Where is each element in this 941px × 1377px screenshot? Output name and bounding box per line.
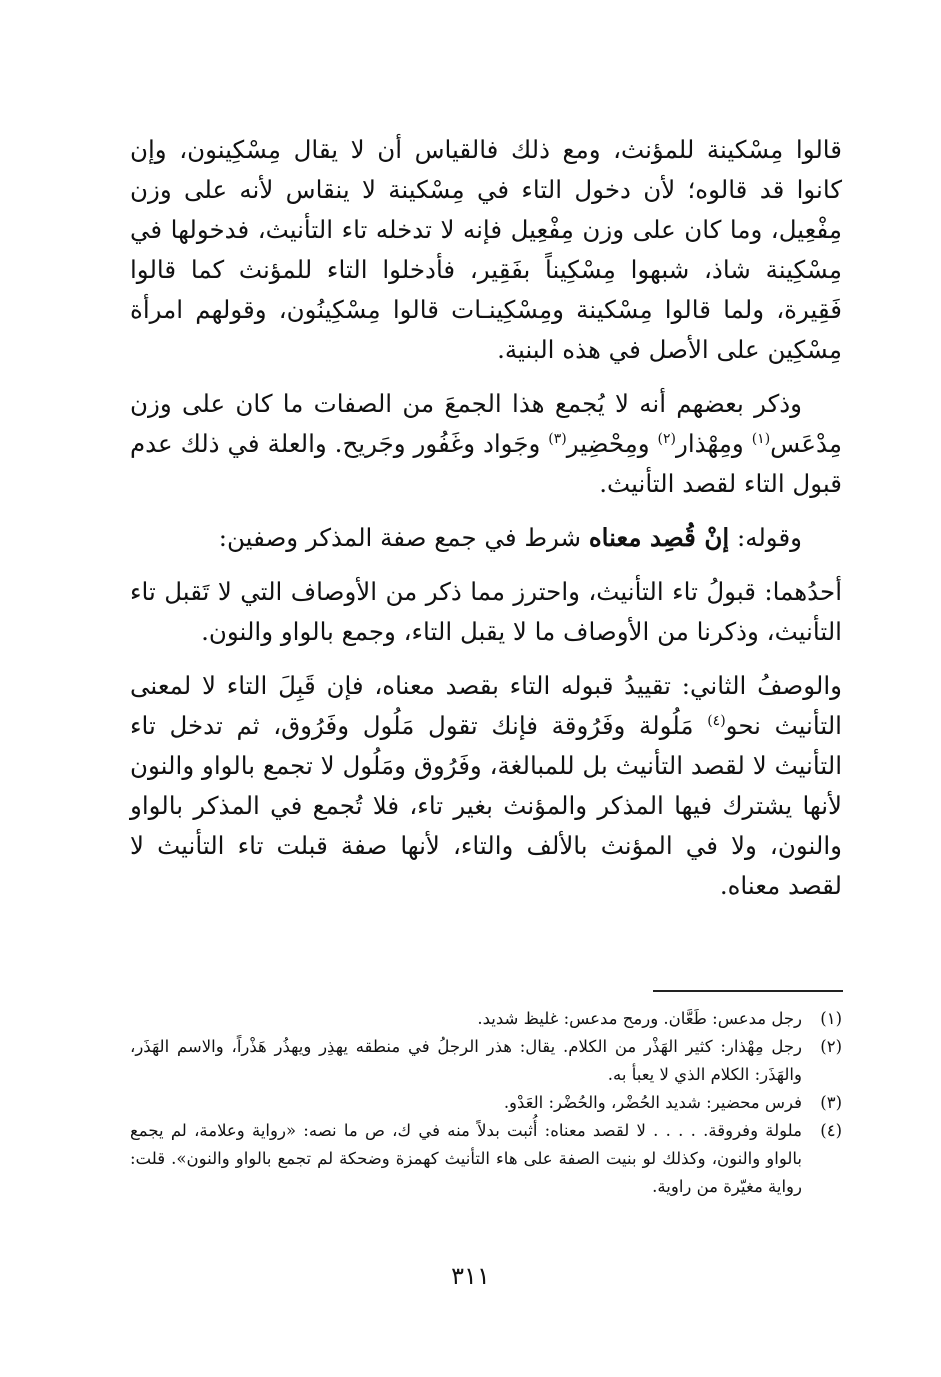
paragraph-3-quote: إنْ قُصِد معناه: [588, 523, 730, 552]
footnote-2-text: رجل مِهْذار: كثير الهَذْر من الكلام. يقال: هذر الرجلُ في منطقه يهذِر ويهذُر هَذْراً، والاسم الهَذَر، والهَذَر: الكلام الذي لا يعبأ به.: [130, 1037, 802, 1084]
paragraph-5-text-a: والوصفُ الثاني: تقييدُ قبوله التاء بقصد معناه، فإن قَبِلَ التاء لا لمعنى التأنيث نحو: [130, 671, 842, 740]
footnote-ref-3: (٣): [548, 430, 567, 447]
paragraph-2-text-d: وجَواد وغَفُور وجَريح. والعلة في ذلك عدم قبول التاء لقصد التأنيث.: [130, 429, 842, 498]
paragraph-3-lead: وقوله:: [729, 523, 802, 552]
footnote-2-number: (٢): [820, 1037, 842, 1056]
paragraph-3-rest: شرط في جمع صفة المذكر وصفين:: [218, 523, 589, 552]
paragraph-3: [130, 518, 842, 558]
footnote-ref-1: (١): [751, 430, 771, 447]
footnote-4-text: ملولة وفروقة. . . . . لا لقصد معناه: أُثبت بدلاً منه في ك، ص ما نصه: «رواية وعلامة، لم يجمع بالواو والنون، وكذلك لو بنيت الصفة على هاء التأنيث كهمزة وضحكة لم تجمع بالواو والنون». قلت: رواية مغيّرة من راوية.: [130, 1121, 802, 1196]
paragraph-1: [130, 130, 842, 370]
footnote-4: [130, 1117, 842, 1201]
footnote-3-text: فرس محضير: شديد الحُضْر، والحُضْر: العَدْو.: [503, 1093, 802, 1112]
main-text: [130, 130, 842, 906]
footnote-3: [130, 1089, 842, 1117]
page-number: ٣١١: [451, 1262, 490, 1290]
footnote-3-number: (٣): [820, 1093, 842, 1112]
paragraph-4: [130, 572, 842, 652]
paragraph-5-text-b: مَلُولة وفَرُوقة فإنك تقول مَلُول وفَرُوق، ثم تدخل تاء التأنيث لا لقصد التأنيث بل للمبالغة، وفَرُوق ومَلُول لا تجمع بالواو والنون لأنها يشترك فيها المذكر والمؤنث بغير تاء، فلا تُجمع في المذكر بالواو والنون، ولا في المؤنث بالألف والتاء، لأنها صفة قبلت تاء التأنيث لا لقصد معناه.: [130, 711, 842, 900]
footnote-4-number: (٤): [820, 1121, 842, 1140]
footnotes-section: [130, 1005, 842, 1201]
paragraph-1-text: قالوا مِسْكينة للمؤنث، ومع ذلك فالقياس أن لا يقال مِسْكِينون، وإن كانوا قد قالوه؛ لأن دخول التاء في مِسْكينة لا ينقاس لأنه على وزن مِفْعِيل، وما كان على وزن مِفْعِيل فإنه لا تدخله تاء التأنيث، فدخولها في مِسْكِينة شاذ، شبهوا مِسْكِيناً بفَقِير، فأدخلوا التاء للمؤنث كما قالوا فَقِيرة، ولما قالوا مِسْكينة ومِسْكِينـات قالوا مِسْكِينُون، وقولهم امرأة مِسْكِين على الأصل في هذه البنية.: [130, 135, 842, 364]
footnote-divider: [653, 990, 843, 992]
paragraph-2: [130, 384, 842, 504]
footnote-1: [130, 1005, 842, 1033]
paragraph-2-text-b: ومِهْذار: [676, 429, 752, 458]
paragraph-4-text: أحدُهما: قبولُ تاء التأنيث، واحترز مما ذكر من الأوصاف التي لا تَقبل تاء التأنيث، وذكرنا من الأوصاف ما لا يقبل التاء، وجمع بالواو والنون.: [130, 577, 842, 646]
footnote-ref-4: (٤): [707, 712, 726, 729]
paragraph-2-text-c: ومِحْضِير: [566, 429, 658, 458]
footnote-ref-2: (٢): [657, 430, 677, 447]
footnote-1-number: (١): [820, 1009, 842, 1028]
footnote-1-text: رجل مدعس: طَعَّان. ورمح مدعس: غليظ شديد.: [477, 1009, 802, 1028]
paragraph-5: [130, 666, 842, 906]
footnote-2: [130, 1033, 842, 1089]
paragraph-2-text-a: وذكر بعضهم أنه لا يُجمع هذا الجمعَ من الصفات ما كان على وزن مِدْعَس: [130, 389, 842, 458]
